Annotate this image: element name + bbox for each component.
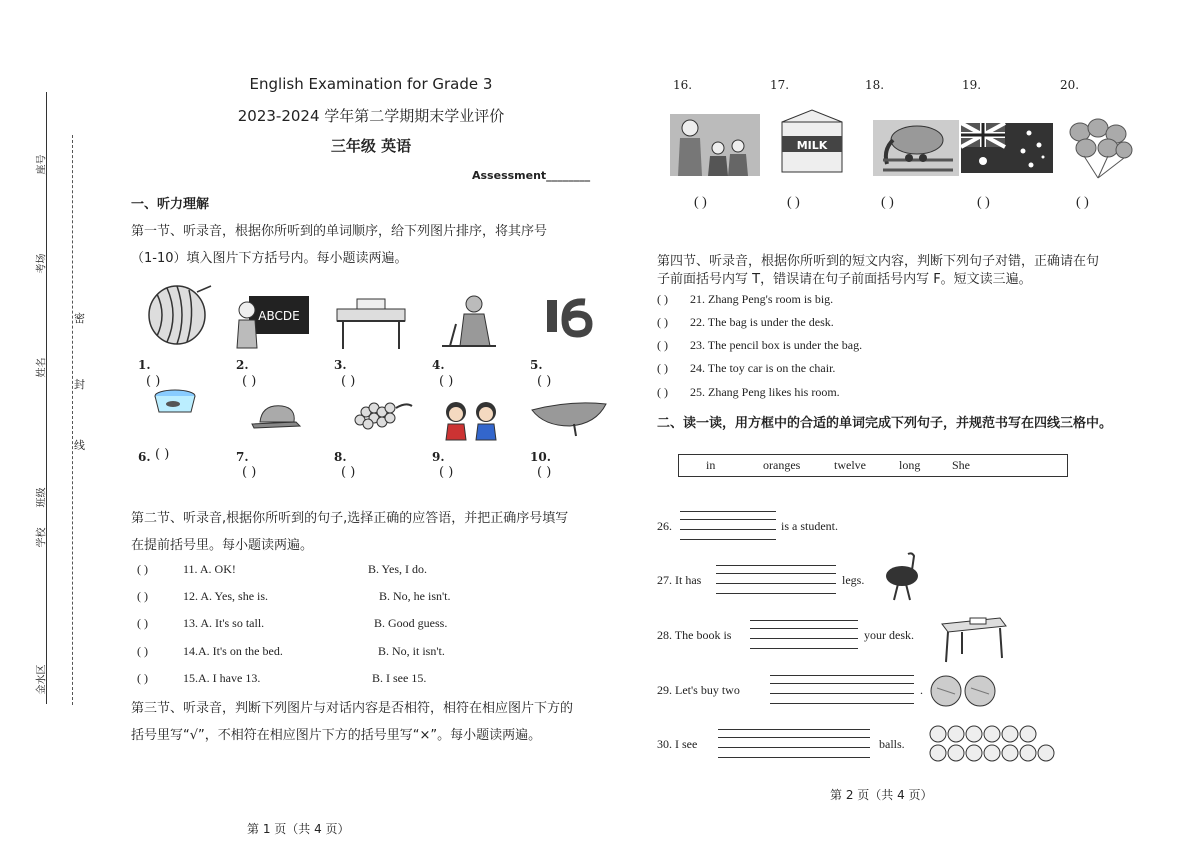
q13-option-b: B. Good guess. <box>374 616 448 630</box>
pic-number-4: 4. <box>432 358 445 372</box>
part2-instructions-line1: 第二节、听录音,根据你所听到的句子,选择正确的应答语，并把正确序号填写 <box>131 511 569 526</box>
balloons-picture <box>1064 118 1134 180</box>
desk-with-book-picture <box>938 614 1010 664</box>
elephant-picture <box>873 120 959 176</box>
q29-prefix: 29. Let's buy two <box>657 683 740 697</box>
q30-suffix: balls. <box>879 737 905 751</box>
school-label: 学校 <box>36 527 48 548</box>
oranges-picture <box>929 674 1001 710</box>
name-label: 姓名 <box>36 357 48 378</box>
answer-paren-3[interactable]: ( ) <box>341 374 356 389</box>
svg-text:ABCDE: ABCDE <box>258 309 300 323</box>
word-bank-twelve: twelve <box>834 458 866 472</box>
q22-paren[interactable]: ( ) <box>657 315 668 329</box>
milk-carton-picture <box>776 108 848 176</box>
pic-number-16: 16. <box>673 78 693 92</box>
q15-option-b: B. I see 15. <box>372 671 427 685</box>
q11-paren[interactable]: ( ) <box>137 562 148 576</box>
answer-paren-1[interactable]: ( ) <box>146 374 161 389</box>
pic-number-9: 9. <box>432 450 445 464</box>
balls-picture <box>929 725 1055 763</box>
pic-number-3: 3. <box>334 358 347 372</box>
seal-dashed-line <box>72 135 73 705</box>
exam-title-year: 2023-2024 学年第二学期期末学业评价 <box>237 107 505 125</box>
q27-prefix: 27. It has <box>657 573 702 587</box>
q22-text: 22. The bag is under the desk. <box>690 315 834 329</box>
pic-number-18: 18. <box>865 78 885 92</box>
pic-number-1: 1. <box>138 358 151 372</box>
answer-paren-2[interactable]: ( ) <box>242 374 257 389</box>
teacher-blackboard-picture <box>233 292 313 356</box>
q23-text: 23. The pencil box is under the bag. <box>690 338 863 352</box>
q21-text: 21. Zhang Peng's room is big. <box>690 292 834 306</box>
q14-option-b: B. No, it isn't. <box>378 644 445 658</box>
assessment-field: Assessment________ <box>472 169 591 182</box>
class-label: 班级 <box>36 487 48 508</box>
part3-instructions-line2: 括号里写“√”，不相符在相应图片下方的括号里写“×”。每小题读两遍。 <box>131 728 542 743</box>
grandma-picture <box>436 294 502 350</box>
q11-option-b: B. Yes, I do. <box>368 562 428 576</box>
word-bank-she: She <box>952 458 970 472</box>
cap-picture <box>250 402 304 430</box>
answer-paren-10[interactable]: ( ) <box>537 465 552 480</box>
seal-char-mi: 密 <box>74 312 85 325</box>
word-bank-box <box>678 454 1068 477</box>
q21-paren[interactable]: ( ) <box>657 292 668 306</box>
q12-option-a: 12. A. Yes, she is. <box>183 589 269 603</box>
ostrich-picture <box>882 550 924 602</box>
answer-paren-4[interactable]: ( ) <box>439 374 454 389</box>
q14-paren[interactable]: ( ) <box>137 644 148 658</box>
q25-paren[interactable]: ( ) <box>657 385 668 399</box>
word-bank-oranges: oranges <box>763 458 801 472</box>
answer-paren-6[interactable]: ( ) <box>155 447 170 462</box>
answer-paren-7[interactable]: ( ) <box>242 465 257 480</box>
number-sixteen-picture <box>543 296 595 336</box>
answer-paren-18[interactable]: ( ) <box>881 195 894 210</box>
watermelon-picture <box>147 282 213 348</box>
page1-footer: 第 1 页（共 4 页） <box>247 822 350 836</box>
answer-paren-9[interactable]: ( ) <box>439 465 454 480</box>
district-label: 金水区 <box>36 664 48 695</box>
q12-option-b: B. No, he isn't. <box>379 589 451 603</box>
part4-instructions-line1: 第四节、听录音，根据你所听到的短文内容，判断下列句子对错，正确请在句 <box>657 254 1100 269</box>
q12-paren[interactable]: ( ) <box>137 589 148 603</box>
grapes-picture <box>352 398 416 432</box>
exam-title-grade: 三年级 英语 <box>330 137 412 155</box>
q28-suffix: your desk. <box>864 628 914 642</box>
milk-label: MILK <box>796 139 828 152</box>
pic-number-5: 5. <box>530 358 543 372</box>
part1-instructions-line2: （1-10）填入图片下方括号内。每小题读两遍。 <box>131 251 408 266</box>
section1-title: 一、听力理解 <box>131 197 210 212</box>
answer-paren-20[interactable]: ( ) <box>1076 195 1089 210</box>
seal-char-xian: 线 <box>74 439 85 452</box>
pic-number-19: 19. <box>962 78 982 92</box>
q30-prefix: 30. I see <box>657 737 698 751</box>
q26-suffix: is a student. <box>781 519 838 533</box>
pic-number-17: 17. <box>770 78 790 92</box>
q27-suffix: legs. <box>842 573 865 587</box>
word-bank-in: in <box>706 458 716 472</box>
q25-text: 25. Zhang Peng likes his room. <box>690 385 840 399</box>
part4-instructions-line2: 子前面括号内写 T，错误请在句子前面括号内写 F。短文读三遍。 <box>657 272 1032 287</box>
word-bank-long: long <box>899 458 921 472</box>
q26-prefix: 26. <box>657 519 672 533</box>
exam-title-en: English Examination for Grade 3 <box>249 75 493 93</box>
answer-paren-17[interactable]: ( ) <box>787 195 800 210</box>
pic-number-2: 2. <box>236 358 249 372</box>
children-picture <box>440 400 504 442</box>
q11-option-a: 11. A. OK! <box>183 562 236 576</box>
pic-number-6: 6. <box>138 450 151 464</box>
part2-instructions-line2: 在提前括号里。每小题读两遍。 <box>131 538 314 553</box>
exam-room-label: 考场 <box>36 253 48 274</box>
q24-text: 24. The toy car is on the chair. <box>690 361 836 375</box>
page2-footer: 第 2 页（共 4 页） <box>830 788 933 802</box>
pic-number-8: 8. <box>334 450 347 464</box>
part1-instructions-line1: 第一节、听录音，根据你所听到的单词顺序，给下列图片排序，将其序号 <box>131 224 548 239</box>
australia-flag-picture <box>961 123 1053 173</box>
pic-number-7: 7. <box>236 450 249 464</box>
q13-paren[interactable]: ( ) <box>137 616 148 630</box>
desk-picture <box>335 295 407 351</box>
seal-char-feng: 封 <box>74 378 85 391</box>
answer-paren-5[interactable]: ( ) <box>537 374 552 389</box>
section2-title: 二、读一读，用方框中的合适的单词完成下列句子，并规范书写在四线三格中。 <box>657 416 1113 431</box>
q23-paren[interactable]: ( ) <box>657 338 668 352</box>
boat-picture <box>530 398 608 438</box>
q29-suffix: . <box>920 683 923 697</box>
q28-prefix: 28. The book is <box>657 628 732 642</box>
q13-option-a: 13. A. It's so tall. <box>183 616 265 630</box>
q14-option-a: 14.A. It's on the bed. <box>183 644 283 658</box>
binding-line <box>46 92 47 704</box>
part3-instructions-line1: 第三节、听录音，判断下列图片与对话内容是否相符，相符在相应图片下方的 <box>131 701 574 716</box>
answer-paren-8[interactable]: ( ) <box>341 465 356 480</box>
fish-bowl-picture <box>153 388 199 416</box>
family-picture <box>670 114 760 176</box>
q15-option-a: 15.A. I have 13. <box>183 671 261 685</box>
q24-paren[interactable]: ( ) <box>657 361 668 375</box>
seat-number-label: 座号 <box>36 154 48 175</box>
pic-number-20: 20. <box>1060 78 1080 92</box>
answer-paren-16[interactable]: ( ) <box>694 195 707 210</box>
q15-paren[interactable]: ( ) <box>137 671 148 685</box>
pic-number-10: 10. <box>530 450 551 464</box>
answer-paren-19[interactable]: ( ) <box>977 195 990 210</box>
